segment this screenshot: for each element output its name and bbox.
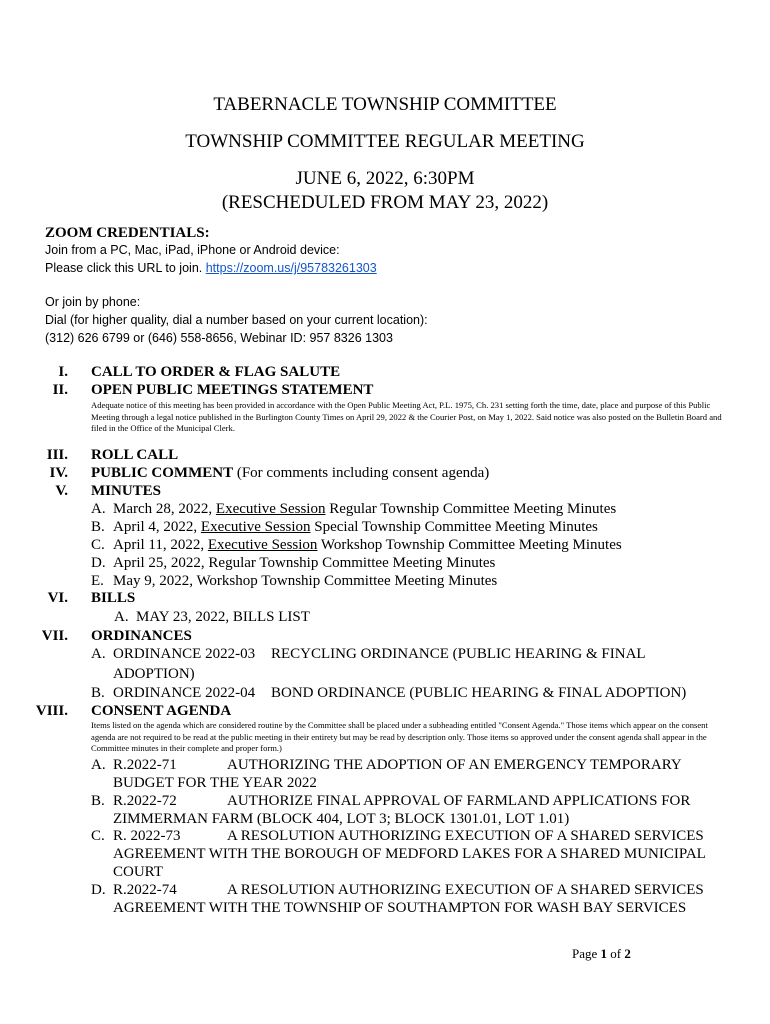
resolution-desc-cont: ZIMMERMAN FARM (BLOCK 404, LOT 3; BLOCK 1301.01, LOT 1.01) [113,811,570,827]
minutes-item [91,573,497,590]
minutes-desc: April 25, 2022, Regular Township Committee Meeting Minutes [113,555,496,571]
ordinance-code: ORDINANCE 2022-04 [113,685,256,701]
resolution-item [91,828,704,845]
bills-item [114,609,310,626]
minutes-desc: Workshop Township Committee Meeting Minutes [317,537,622,553]
item-label: E. [91,573,104,589]
page-word: Page [572,946,601,961]
resolution-desc-cont: COURT [113,864,163,880]
section-call-to-order: CALL TO ORDER & FLAG SALUTE [91,364,341,380]
item-label: C. [91,537,105,553]
zoom-heading: ZOOM CREDENTIALS: [45,225,210,241]
meeting-type: TOWNSHIP COMMITTEE REGULAR MEETING [185,131,585,152]
reschedule-note: (RESCHEDULED FROM MAY 23, 2022) [221,192,549,213]
minutes-item [91,519,598,536]
ordinance-desc-cont: ADOPTION) [113,666,195,682]
zoom-join-text: Join from a PC, Mac, iPad, iPhone or Android device: [45,243,340,257]
minutes-desc: Regular Township Committee Meeting Minutes [325,501,617,517]
executive-session-link[interactable]: Executive Session [207,537,318,553]
resolution-desc-cont: AGREEMENT WITH THE TOWNSHIP OF SOUTHAMPTON FOR WASH BAY SERVICES [113,900,687,916]
ordinance-desc: RECYCLING ORDINANCE (PUBLIC HEARING & FINAL [271,646,646,662]
minutes-item [91,555,495,572]
resolution-code: R.2022-71 [113,757,177,773]
section-number: V. [55,483,68,499]
item-label: B. [91,519,105,535]
resolution-desc: A RESOLUTION AUTHORIZING EXECUTION OF A SHARED SERVICES [227,882,704,898]
page-number [572,946,631,962]
section-number: I. [58,364,68,380]
section-bills: BILLS [91,590,136,606]
resolution-code: R. 2022-73 [113,828,181,844]
minutes-item [91,537,622,554]
ordinance-item [91,646,646,663]
meeting-date: JUNE 6, 2022, 6:30PM [295,168,475,189]
minutes-desc: May 9, 2022, Workshop Township Committee Meeting Minutes [113,573,498,589]
resolution-code: R.2022-72 [113,793,177,809]
resolution-desc-cont: BUDGET FOR THE YEAR 2022 [113,775,317,791]
zoom-url-prefix: Please click this URL to join. [45,261,203,275]
resolution-item [91,793,690,810]
section-public-comment [91,465,489,482]
item-label: A. [91,757,106,773]
section-ordinances: ORDINANCES [91,628,192,644]
zoom-phone-instruction: Dial (for higher quality, dial a number based on your current location): [45,313,428,327]
item-label: A. [114,609,129,625]
resolution-desc: A RESOLUTION AUTHORIZING EXECUTION OF A SHARED SERVICES [227,828,704,844]
section-number: VI. [47,590,68,606]
executive-session-link[interactable]: Executive Session [215,501,326,517]
zoom-phone-heading: Or join by phone: [45,295,141,309]
section-number: II. [52,382,68,398]
bills-desc: MAY 23, 2022, BILLS LIST [136,609,310,625]
section-number: VIII. [35,703,68,719]
document-title: TABERNACLE TOWNSHIP COMMITTEE [213,94,557,115]
item-label: D. [91,882,106,898]
resolution-item [91,882,704,899]
section-number: VII. [41,628,68,644]
item-label: B. [91,793,105,809]
section-number: IV. [49,465,68,481]
open-meetings-notice: Adequate notice of this meeting has been provided in accordance with the Open Public Meeting Act, P.L. 1975, Ch. 231 setting forth the time, date, place and purpose of this Public Meeting through a legal notice published in the Burlington County Times on April 29, 2022 & the Courier Post, on May 1, 2022. Said notice was also posted on the Bulletin Board and filed in the Office of the Municipal Clerk. [91,400,722,434]
minutes-date: April 4, 2022, [113,519,201,535]
item-label: B. [91,685,105,701]
resolution-desc-cont: AGREEMENT WITH THE BOROUGH OF MEDFORD LAKES FOR A SHARED MUNICIPAL [113,846,706,862]
current-page: 1 [600,946,608,961]
ordinance-desc: BOND ORDINANCE (PUBLIC HEARING & FINAL ADOPTION) [271,685,687,701]
item-label: A. [91,646,106,662]
item-label: A. [91,501,106,517]
resolution-code: R.2022-74 [113,882,177,898]
item-label: D. [91,555,106,571]
resolution-desc: AUTHORIZE FINAL APPROVAL OF FARMLAND APPLICATIONS FOR [227,793,691,809]
item-label: C. [91,828,105,844]
section-roll-call: ROLL CALL [91,447,179,463]
zoom-phone-numbers: (312) 626 6799 or (646) 558-8656, Webinar ID: 957 8326 1303 [45,331,393,345]
ordinance-item [91,685,686,702]
minutes-desc: Special Township Committee Meeting Minutes [310,519,598,535]
ordinance-code: ORDINANCE 2022-03 [113,646,256,662]
section-number: III. [46,447,68,463]
section-open-meetings: OPEN PUBLIC MEETINGS STATEMENT [91,382,374,398]
resolution-desc: AUTHORIZING THE ADOPTION OF AN EMERGENCY TEMPORARY [227,757,682,773]
zoom-url-link[interactable]: https://zoom.us/j/95783261303 [205,261,377,275]
consent-agenda-notice: Items listed on the agenda which are considered routine by the Committee shall be placed under a subheading entitled "Consent Agenda." Those items which appear on the consent agenda are not required to be read at the public meeting in their entirety but may be read by description only. Those items so approved under the consent agenda shall appear in the Committee minutes in their complete and proper form.) [91,720,708,754]
minutes-date: April 11, 2022, [113,537,208,553]
minutes-item [91,501,616,518]
of-word: of [607,946,625,961]
executive-session-link[interactable]: Executive Session [200,519,311,535]
total-pages: 2 [624,946,631,961]
resolution-item [91,757,682,774]
public-comment-title: PUBLIC COMMENT [91,465,234,481]
section-consent-agenda: CONSENT AGENDA [91,703,232,719]
zoom-url-line [45,261,377,275]
section-minutes: MINUTES [91,483,162,499]
public-comment-note: (For comments including consent agenda) [233,465,490,481]
minutes-date: March 28, 2022, [113,501,216,517]
